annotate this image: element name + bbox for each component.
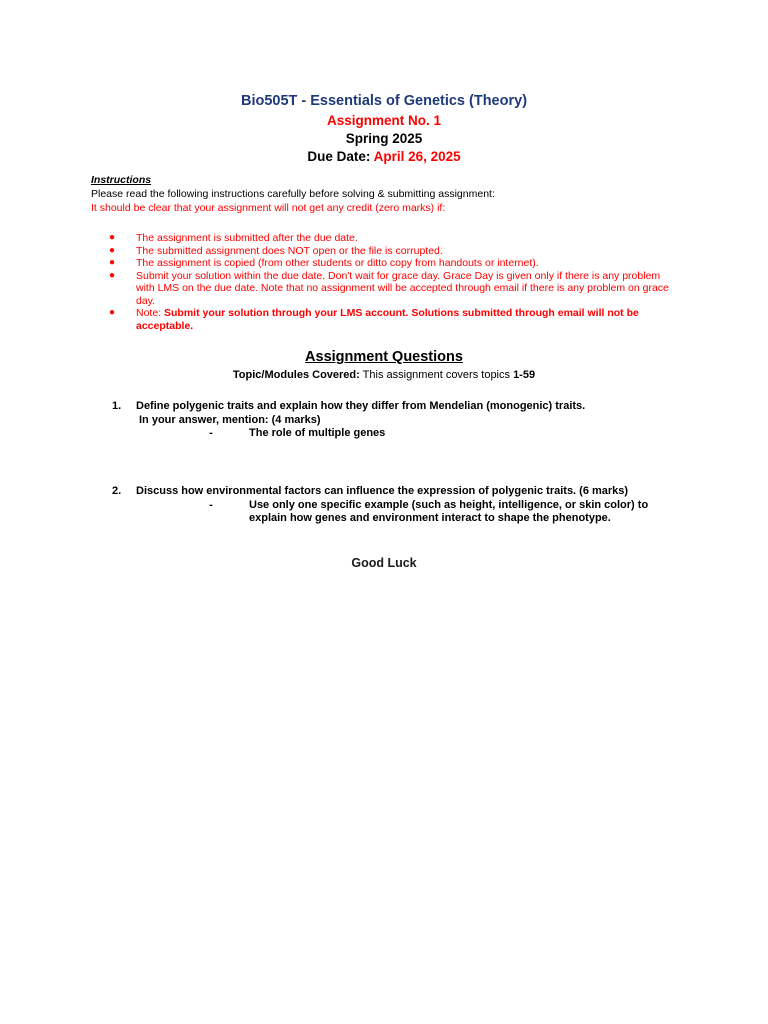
question-1 (112, 400, 692, 441)
dash-icon: - (209, 498, 213, 511)
question-text: Define polygenic traits and explain how they differ from Mendelian (monogenic) traits. (136, 400, 586, 412)
list-item (109, 270, 679, 308)
due-date-label: Due Date: (307, 149, 374, 164)
topics-text: This assignment covers topics (359, 369, 514, 381)
closing-text: Good Luck (351, 556, 417, 570)
note-label: Note: (136, 307, 165, 319)
instructions-intro: Please read the following instructions carefully before solving & submitting assignment: (91, 188, 495, 200)
course-title: Bio505T - Essentials of Genetics (Theory) (240, 93, 528, 109)
rule-text: The assignment is copied (from other students or ditto copy from handouts or internet). (136, 257, 539, 269)
instructions-block (91, 173, 691, 215)
note-text: Submit your solution through your LMS account. Solutions submitted through email will not be acceptable. (136, 307, 639, 332)
question-2 (112, 485, 692, 526)
question-point (209, 498, 669, 526)
instructions-warning: It should be clear that your assignment will not get any credit (zero marks) if: (91, 202, 446, 214)
bullet-icon: ● (109, 269, 116, 281)
list-item (109, 245, 679, 258)
list-item (109, 307, 679, 332)
list-item (109, 257, 679, 270)
point-text: Use only one specific example (such as height, intelligence, or skin color) to explain how genes and environment interact to shape the phenotype. (249, 498, 649, 524)
list-item (109, 232, 679, 245)
topics-range: 1-59 (513, 369, 536, 381)
bullet-icon: ● (109, 307, 116, 318)
question-number: 2. (112, 485, 122, 497)
question-point (209, 427, 692, 441)
topics-line (0, 369, 768, 381)
bullet-icon: ● (109, 244, 116, 256)
question-subtext: In your answer, mention: (4 marks) (139, 413, 321, 426)
semester: Spring 2025 (345, 131, 423, 146)
bullet-icon: ● (109, 257, 116, 268)
question-number: 1. (112, 400, 122, 412)
question-text: Discuss how environmental factors can influence the expression of polygenic traits. (6 marks) (136, 485, 629, 497)
rule-text: The submitted assignment does NOT open or the file is corrupted. (136, 244, 443, 257)
bullet-icon: ● (109, 232, 116, 243)
rule-text: The assignment is submitted after the due date. (136, 232, 358, 244)
rule-text: Submit your solution within the due date. Don't wait for grace day. Grace Day is given only if there is any problem with LMS on the due date. Note that no assignment will be accepted through email if there is any problem on grace day. (136, 269, 669, 307)
due-date-value: April 26, 2025 (373, 149, 461, 164)
dash-icon: - (209, 427, 213, 439)
point-text: The role of multiple genes (249, 427, 386, 439)
instructions-heading: Instructions (91, 174, 152, 186)
topics-label: Topic/Modules Covered: (232, 369, 360, 381)
questions-title: Assignment Questions (305, 349, 463, 365)
due-date-line (0, 149, 768, 164)
assignment-number: Assignment No. 1 (326, 113, 442, 128)
rules-list (109, 232, 679, 332)
